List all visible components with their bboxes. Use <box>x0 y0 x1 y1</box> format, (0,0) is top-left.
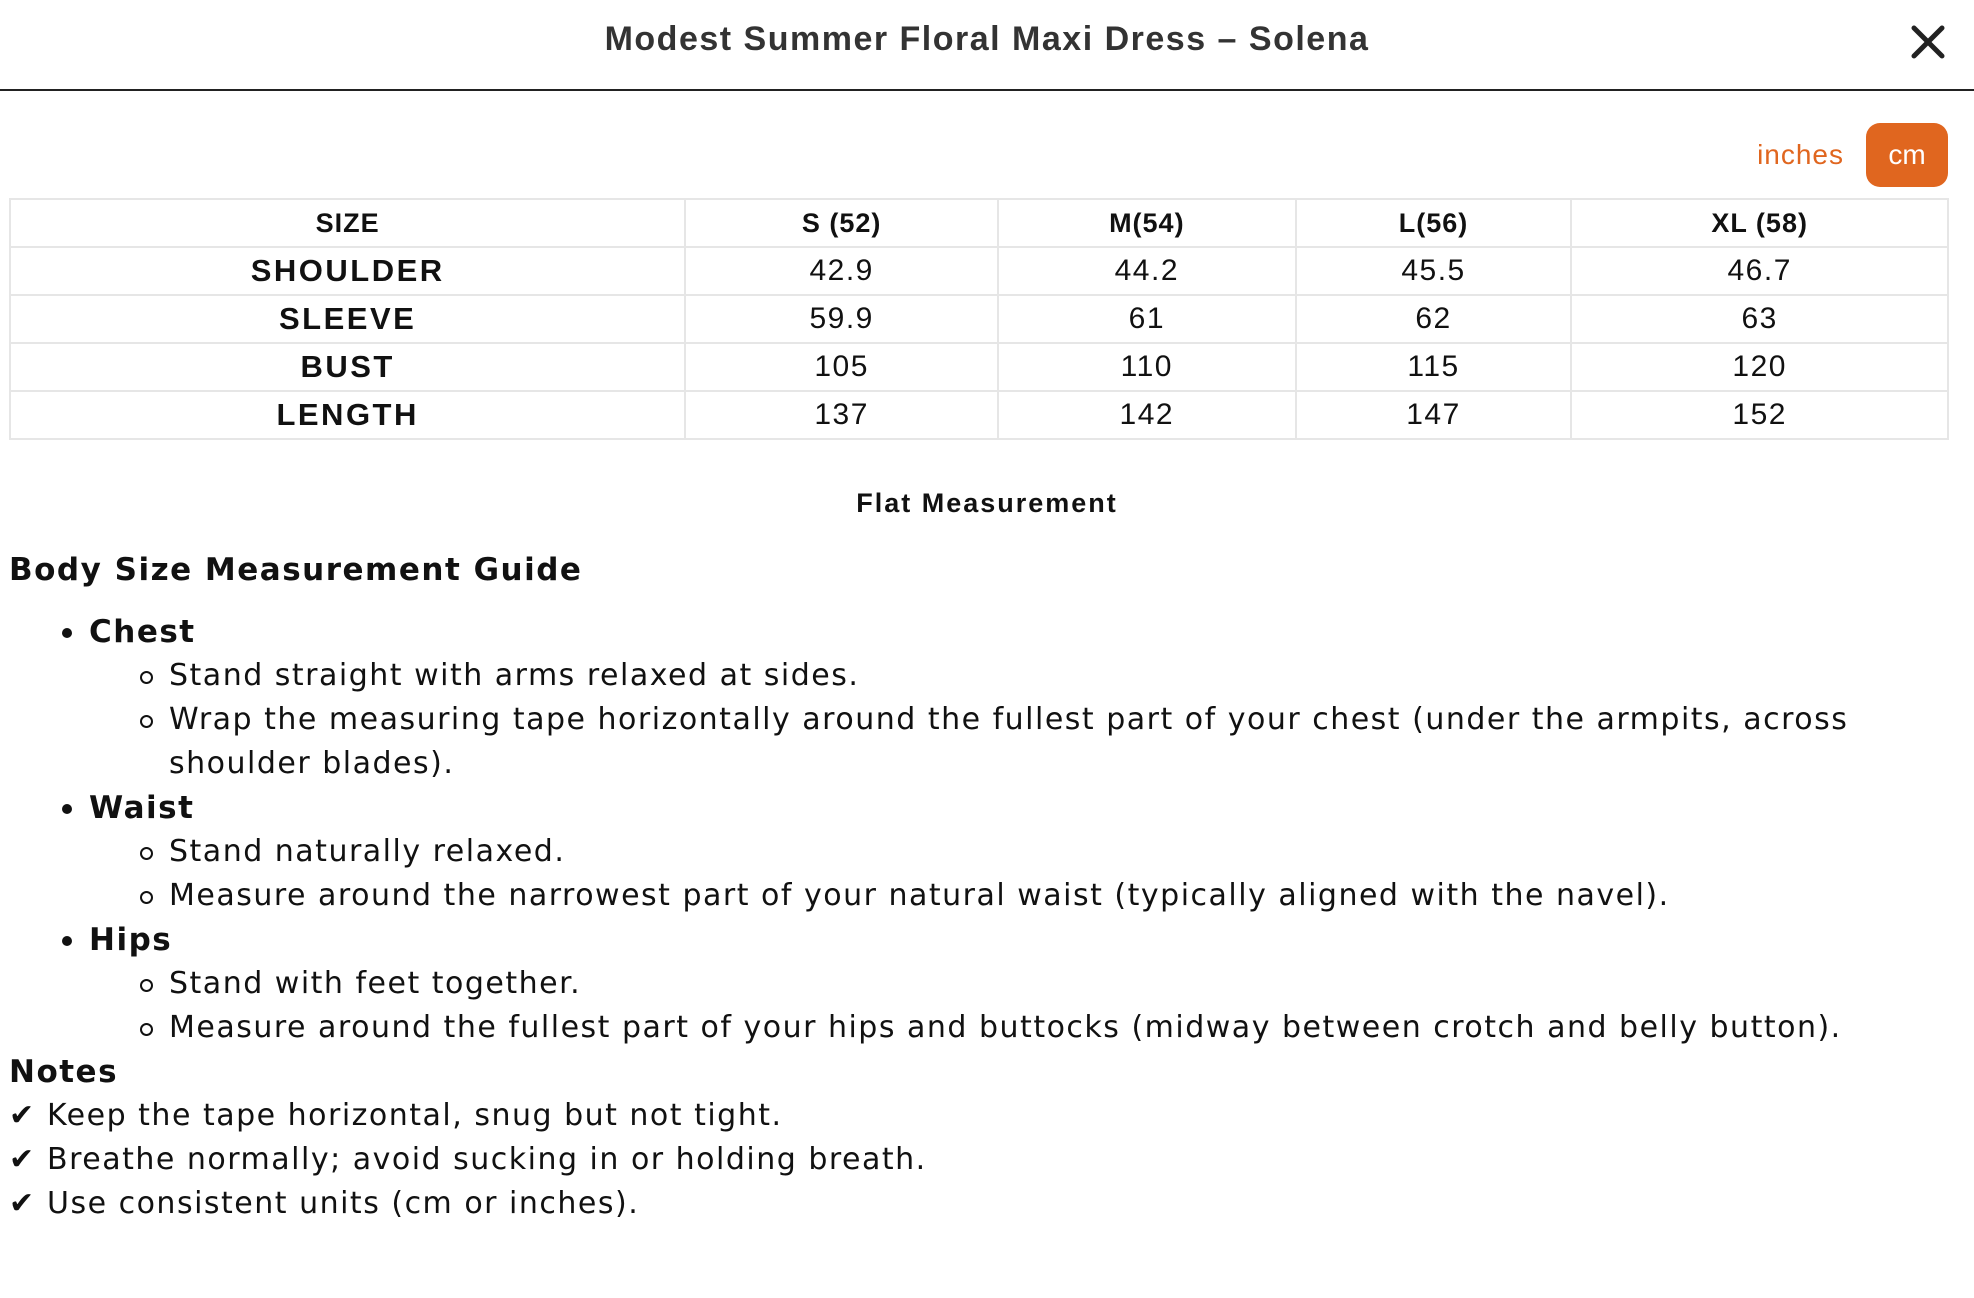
table-cell: 45.5 <box>1296 247 1572 295</box>
section-steps <box>89 830 1964 918</box>
table-cell: 59.9 <box>685 295 998 343</box>
column-header: XL (58) <box>1571 199 1948 247</box>
guide-list <box>9 610 1964 1050</box>
table-row <box>10 343 1948 391</box>
guide-title: Body Size Measurement Guide <box>9 552 583 588</box>
table-cell: 152 <box>1571 391 1948 439</box>
guide-section-waist <box>89 786 1964 918</box>
size-table <box>9 198 1949 440</box>
note-item <box>9 1094 1964 1138</box>
list-item: Stand with feet together. <box>169 962 1964 1006</box>
check-icon: ✔ <box>9 1142 36 1177</box>
note-item <box>9 1182 1964 1226</box>
table-header-row <box>10 199 1948 247</box>
note-text: Use consistent units (cm or inches). <box>47 1186 640 1221</box>
column-header: S (52) <box>685 199 998 247</box>
measurement-guide <box>9 552 1964 1226</box>
note-item <box>9 1138 1964 1182</box>
note-text: Breathe normally; avoid sucking in or holding breath. <box>47 1142 927 1177</box>
column-header: SIZE <box>10 199 685 247</box>
row-label: LENGTH <box>10 391 685 439</box>
note-text: Keep the tape horizontal, snug but not tight. <box>47 1098 783 1133</box>
modal-title: Modest Summer Floral Maxi Dress – Solena <box>604 20 1370 58</box>
guide-section-hips <box>89 918 1964 1050</box>
table-cell: 42.9 <box>685 247 998 295</box>
table-cell: 110 <box>998 343 1296 391</box>
table-cell: 147 <box>1296 391 1572 439</box>
unit-cm-button[interactable]: cm <box>1866 123 1948 187</box>
table-cell: 120 <box>1571 343 1948 391</box>
table-row <box>10 247 1948 295</box>
table-cell: 63 <box>1571 295 1948 343</box>
notes-title: Notes <box>9 1054 119 1090</box>
row-label: SHOULDER <box>10 247 685 295</box>
section-label: Chest <box>89 614 196 650</box>
column-header: M(54) <box>998 199 1296 247</box>
check-icon: ✔ <box>9 1098 36 1133</box>
list-item: Measure around the narrowest part of your natural waist (typically aligned with the navel). <box>169 874 1964 918</box>
guide-section-chest <box>89 610 1964 786</box>
table-cell: 137 <box>685 391 998 439</box>
table-cell: 142 <box>998 391 1296 439</box>
unit-toggle <box>1747 123 1948 187</box>
table-row <box>10 295 1948 343</box>
section-steps <box>89 654 1964 786</box>
list-item: Measure around the fullest part of your hips and buttocks (midway between crotch and belly button). <box>169 1006 1964 1050</box>
table-cell: 44.2 <box>998 247 1296 295</box>
list-item: Stand straight with arms relaxed at sides. <box>169 654 1964 698</box>
check-icon: ✔ <box>9 1186 36 1221</box>
table-cell: 62 <box>1296 295 1572 343</box>
modal-header <box>0 0 1974 91</box>
close-icon <box>1904 18 1952 66</box>
section-steps <box>89 962 1964 1050</box>
section-label: Waist <box>89 790 195 826</box>
table-cell: 115 <box>1296 343 1572 391</box>
list-item: Stand naturally relaxed. <box>169 830 1964 874</box>
section-label: Hips <box>89 922 173 958</box>
table-cell: 61 <box>998 295 1296 343</box>
table-row <box>10 391 1948 439</box>
table-cell: 46.7 <box>1571 247 1948 295</box>
table-caption: Flat Measurement <box>856 488 1118 518</box>
close-button[interactable] <box>1904 18 1952 66</box>
column-header: L(56) <box>1296 199 1572 247</box>
table-cell: 105 <box>685 343 998 391</box>
row-label: SLEEVE <box>10 295 685 343</box>
list-item: Wrap the measuring tape horizontally around the fullest part of your chest (under the armpits, across shoulder blades). <box>169 698 1964 786</box>
unit-inches-button[interactable]: inches <box>1757 139 1844 170</box>
row-label: BUST <box>10 343 685 391</box>
